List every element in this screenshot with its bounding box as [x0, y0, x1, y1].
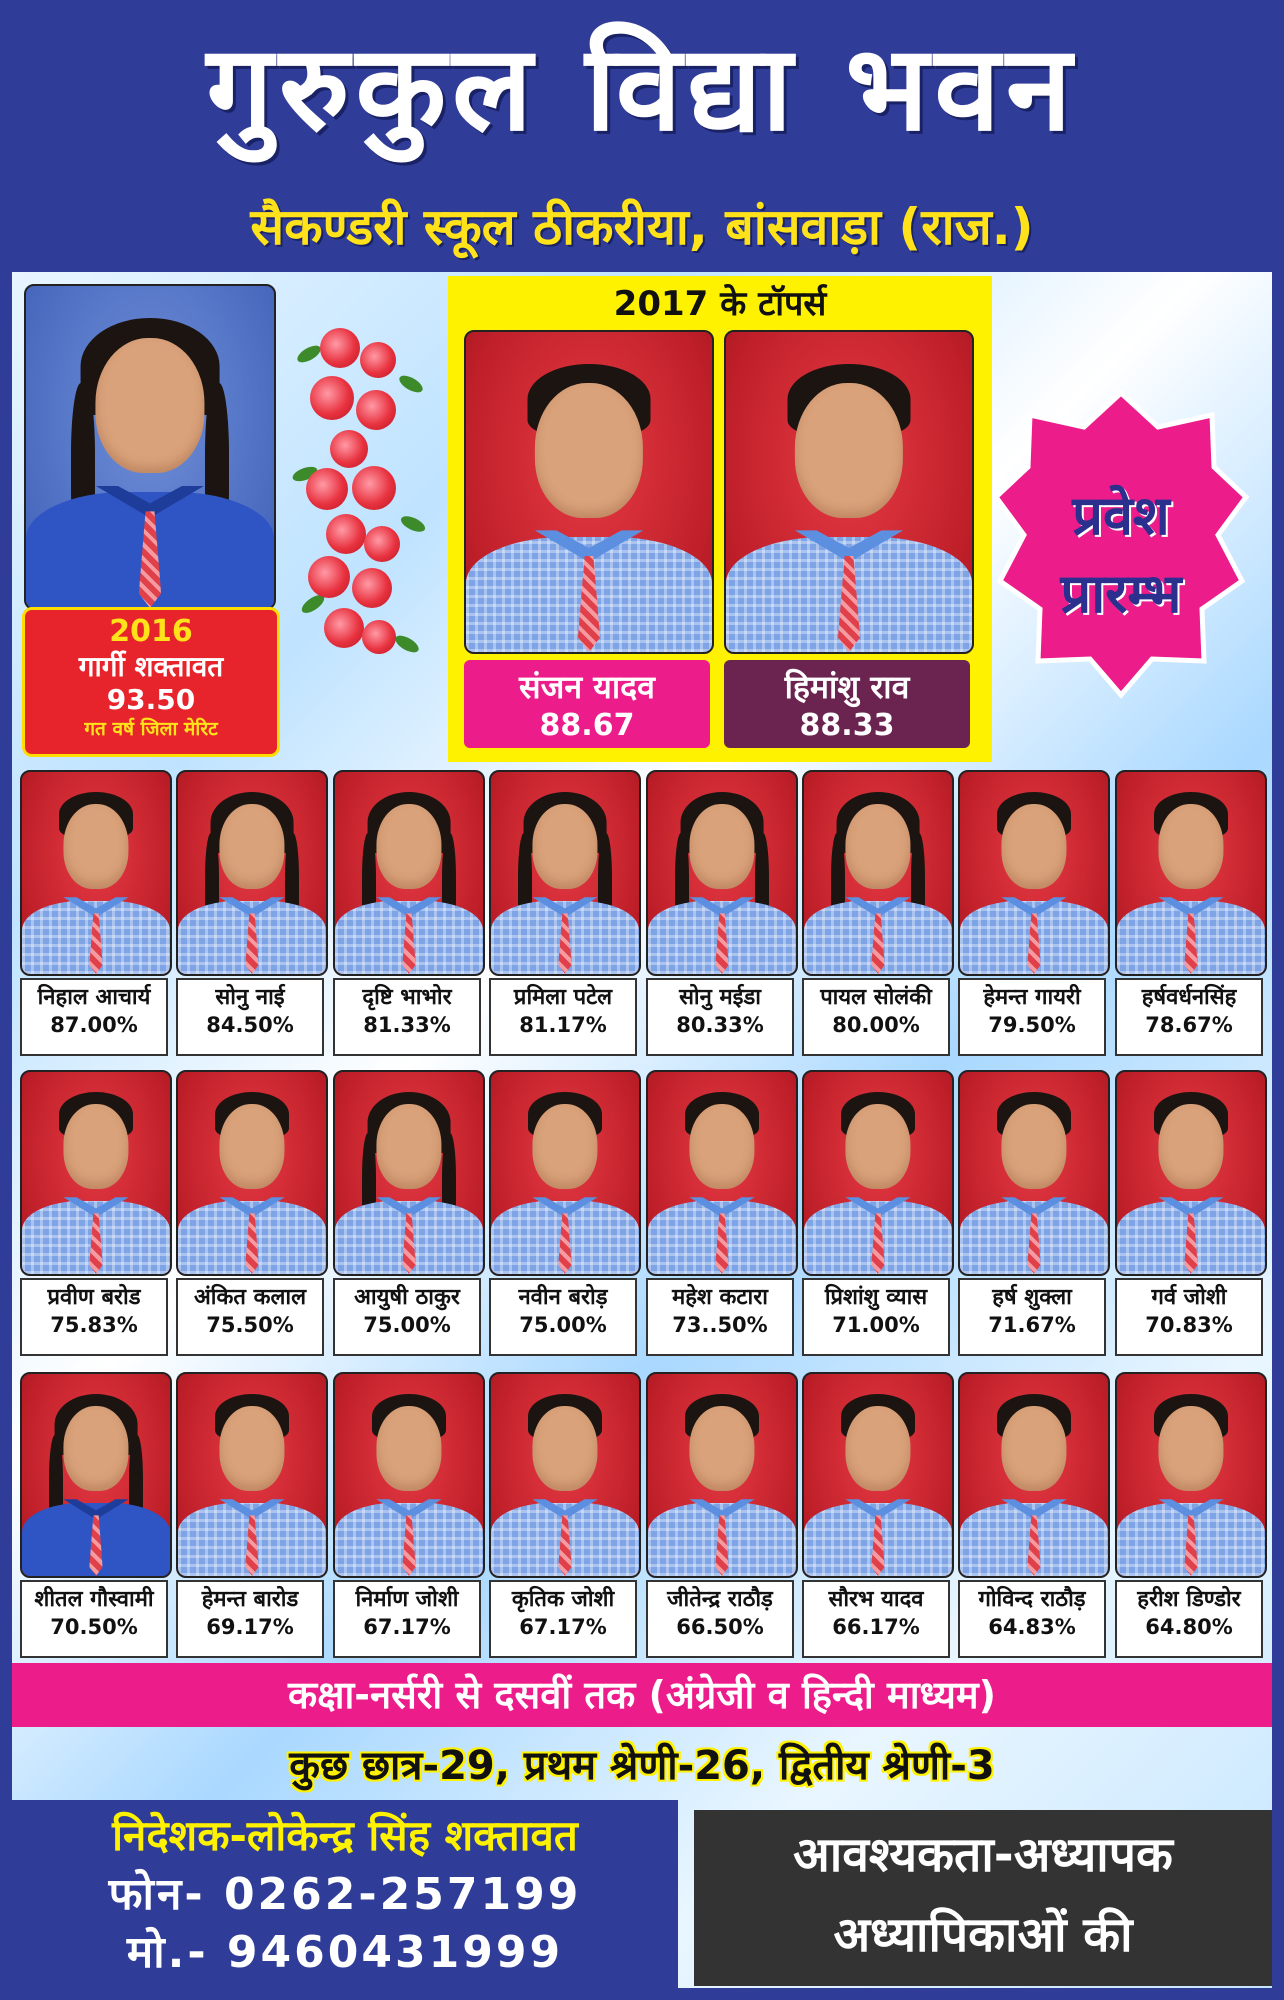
student-caption — [802, 1580, 950, 1658]
student-photo — [489, 770, 641, 976]
student-percent: 70.83% — [1145, 1313, 1233, 1337]
student-photo — [1115, 770, 1267, 976]
student-caption — [1115, 978, 1263, 1056]
student-name: जीतेन्द्र राठौड़ — [667, 1587, 773, 1612]
merit-2016-year: 2016 — [109, 614, 193, 649]
student-photo — [333, 1070, 485, 1276]
student-percent: 78.67% — [1145, 1013, 1233, 1037]
student-photo — [176, 1070, 328, 1276]
student-photo — [802, 1372, 954, 1578]
results-stats — [0, 1736, 1284, 1796]
student-percent: 69.17% — [206, 1615, 294, 1639]
topper-name-box-2 — [724, 660, 970, 748]
student-percent: 66.17% — [832, 1615, 920, 1639]
director-contact-box — [12, 1800, 678, 1988]
student-percent: 64.80% — [1145, 1615, 1233, 1639]
student-caption — [333, 1580, 481, 1658]
student-percent: 75.50% — [206, 1313, 294, 1337]
student-name: सोनु मईडा — [679, 985, 761, 1010]
student-caption — [333, 1278, 481, 1356]
student-caption — [802, 978, 950, 1056]
student-caption — [176, 1278, 324, 1356]
student-photo — [489, 1372, 641, 1578]
merit-2016-box — [22, 607, 280, 757]
student-caption — [958, 1278, 1106, 1356]
school-subtitle: सैकण्डरी स्कूल ठीकरीया, बांसवाड़ा (राज.) — [250, 198, 1034, 256]
student-percent: 71.67% — [988, 1313, 1076, 1337]
student-photo — [646, 770, 798, 976]
student-percent: 67.17% — [519, 1615, 607, 1639]
student-caption — [20, 1580, 168, 1658]
student-caption — [489, 1580, 637, 1658]
student-photo — [176, 1372, 328, 1578]
student-caption — [333, 978, 481, 1056]
topper-percent: 88.67 — [539, 708, 635, 743]
student-percent: 75.00% — [363, 1313, 451, 1337]
student-name: प्रिशांशु व्यास — [824, 1285, 928, 1310]
requirement-line-2: अध्यापिकाओं की — [833, 1907, 1133, 1963]
student-percent: 84.50% — [206, 1013, 294, 1037]
student-percent: 73..50% — [672, 1313, 768, 1337]
flower-bouquet-icon — [290, 318, 430, 678]
student-name: दृष्टि भाभोर — [362, 985, 452, 1010]
student-percent: 81.17% — [519, 1013, 607, 1037]
student-name: गोविन्द राठौड़ — [978, 1587, 1086, 1612]
student-photo — [20, 770, 172, 976]
student-name: निहाल आचार्य — [37, 985, 151, 1010]
admission-line-1: प्रवेश — [1072, 484, 1170, 547]
toppers-heading: 2017 के टॉपर्स — [613, 284, 827, 324]
student-percent: 75.00% — [519, 1313, 607, 1337]
student-name: आयुषी ठाकुर — [354, 1285, 460, 1310]
admission-line-2: प्रारम्भ — [1060, 562, 1182, 625]
student-percent: 67.17% — [363, 1615, 451, 1639]
student-caption — [489, 978, 637, 1056]
student-percent: 71.00% — [832, 1313, 920, 1337]
student-percent: 81.33% — [363, 1013, 451, 1037]
merit-2016-note: गत वर्ष जिला मेरिट — [84, 718, 218, 740]
student-percent: 79.50% — [988, 1013, 1076, 1037]
student-caption — [646, 1278, 794, 1356]
student-name: नवीन बरोड़ — [518, 1285, 608, 1310]
topper-photo-1 — [464, 330, 714, 654]
student-name: हर्षवर्धनसिंह — [1141, 985, 1237, 1010]
student-percent: 64.83% — [988, 1615, 1076, 1639]
merit-2016-name: गार्गी शक्तावत — [78, 650, 224, 683]
student-caption — [1115, 1278, 1263, 1356]
student-photo — [489, 1070, 641, 1276]
student-photo — [333, 770, 485, 976]
student-caption — [802, 1278, 950, 1356]
student-caption — [646, 1580, 794, 1658]
student-percent: 80.33% — [676, 1013, 764, 1037]
student-photo — [802, 1070, 954, 1276]
student-photo — [1115, 1372, 1267, 1578]
classes-text: कक्षा-नर्सरी से दसवीं तक (अंग्रेजी व हिन्दी माध्यम) — [288, 1673, 996, 1717]
student-name: हेमन्त गायरी — [983, 985, 1081, 1010]
phone-number: फोन- 0262-257199 — [108, 1869, 582, 1920]
student-name: सोनु नाई — [215, 985, 285, 1010]
student-photo — [20, 1070, 172, 1276]
student-name: हरीश डिण्डोर — [1137, 1587, 1241, 1612]
requirement-line-1: आवश्यकता-अध्यापक — [793, 1827, 1173, 1883]
merit-2016-photo — [24, 284, 276, 610]
student-name: हेमन्त बारोड — [201, 1587, 299, 1612]
student-caption — [489, 1278, 637, 1356]
topper-name-box-1 — [464, 660, 710, 748]
student-caption — [646, 978, 794, 1056]
mobile-number: मो.- 9460431999 — [126, 1927, 564, 1978]
student-name: कृतिक जोशी — [511, 1587, 615, 1612]
topper-name: हिमांशु राव — [784, 668, 910, 706]
student-caption — [20, 1278, 168, 1356]
topper-photo-2 — [724, 330, 974, 654]
student-percent: 87.00% — [50, 1013, 138, 1037]
student-percent: 66.50% — [676, 1615, 764, 1639]
student-caption — [958, 978, 1106, 1056]
student-name: सौरभ यादव — [828, 1587, 924, 1612]
student-name: हर्ष शुक्ला — [992, 1285, 1072, 1310]
student-photo — [958, 770, 1110, 976]
student-name: प्रमिला पटेल — [513, 985, 613, 1010]
student-photo — [802, 770, 954, 976]
director-name: निदेशक-लोकेन्द्र सिंह शक्तावत — [112, 1811, 578, 1860]
results-stats-text: कुछ छात्र-29, प्रथम श्रेणी-26, द्वितीय श्रेणी-3 — [289, 1743, 995, 1789]
student-percent: 70.50% — [50, 1615, 138, 1639]
student-name: अंकित कलाल — [193, 1285, 307, 1310]
student-photo — [958, 1372, 1110, 1578]
classes-banner — [12, 1663, 1272, 1727]
student-photo — [20, 1372, 172, 1578]
student-name: प्रवीण बरोड — [47, 1285, 141, 1310]
student-percent: 80.00% — [832, 1013, 920, 1037]
student-photo — [333, 1372, 485, 1578]
student-photo — [646, 1372, 798, 1578]
merit-2016-percent: 93.50 — [106, 683, 196, 716]
teacher-requirement-box — [694, 1810, 1272, 1986]
student-name: महेश कटारा — [672, 1285, 768, 1310]
admission-badge — [990, 385, 1252, 703]
student-photo — [958, 1070, 1110, 1276]
student-photo — [1115, 1070, 1267, 1276]
student-name: शीतल गौस्वामी — [34, 1587, 154, 1612]
student-percent: 75.83% — [50, 1313, 138, 1337]
student-caption — [20, 978, 168, 1056]
topper-name: संजन यादव — [519, 668, 655, 706]
student-caption — [176, 1580, 324, 1658]
student-photo — [646, 1070, 798, 1276]
student-name: गर्व जोशी — [1151, 1285, 1227, 1310]
topper-percent: 88.33 — [799, 708, 895, 743]
student-caption — [1115, 1580, 1263, 1658]
student-name: पायल सोलंकी — [820, 985, 932, 1010]
student-caption — [958, 1580, 1106, 1658]
student-name: निर्माण जोशी — [355, 1587, 459, 1612]
student-photo — [176, 770, 328, 976]
student-caption — [176, 978, 324, 1056]
school-title: गुरुकुल विद्या भवन — [206, 19, 1078, 157]
